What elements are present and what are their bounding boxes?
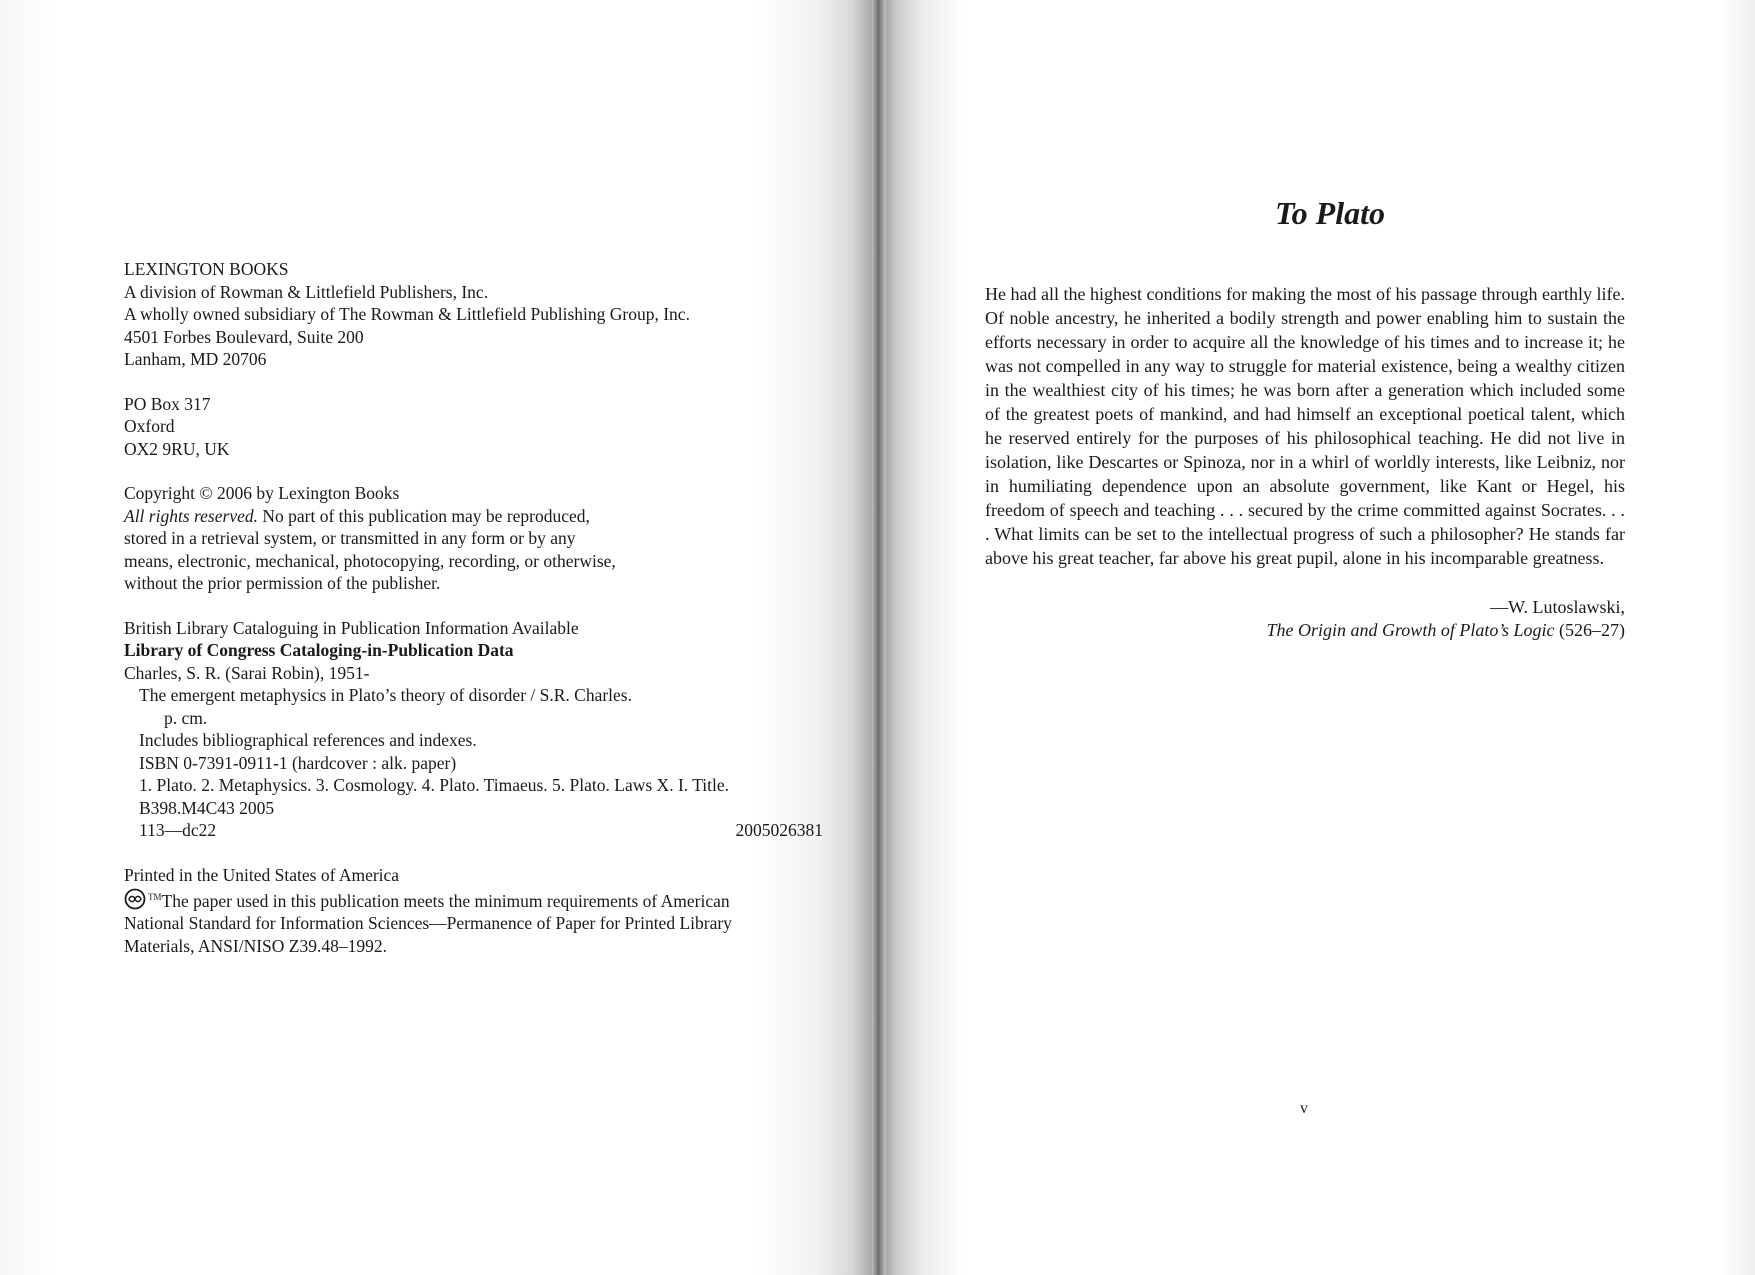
uk-address [124, 393, 824, 461]
cip-includes: Includes bibliographical references and indexes. [139, 730, 477, 750]
cip-last-row [124, 819, 823, 842]
rights-line: without the prior permission of the publisher. [124, 573, 441, 593]
epigraph-text: He had all the highest conditions for making the most of his passage through earthly life. Of noble ancestry, he inherited a bodily strength and power enabling him to sustain the efforts necessary in order to acquire all the knowledge of his times and to increase it; he was not compelled in any way to struggle for material existence, being a wealthy citizen in the wealthiest city of his times; he was born after a generation which included some of the greatest poets of mankind, and had himself an exceptional poetical talent, which he reserved entirely for the purposes of his philosophical teaching. He did not live in isolation, like Descartes or Spinoza, nor in a whirl of worldly interests, like Leibniz, nor in humiliating dependence upon an absolute government, like Kant or Hegel, his freedom of speech and teaching . . . secured by the crime committed against Socrates. . . . What limits can be set to the intellectual progress of such a philosopher? He stands far above his great teacher, far above his great pupil, alone in his incomparable greatness. [985, 284, 1625, 568]
copyright-notice: Copyright © 2006 by Lexington Books [124, 483, 400, 503]
rights-line: means, electronic, mechanical, photocopying, recording, or otherwise, [124, 550, 616, 571]
attribution-author: —W. Lutoslawski, [1490, 597, 1625, 617]
rights-statement [124, 505, 824, 595]
dedication-title: To Plato [1275, 195, 1385, 231]
cip-subjects: 1. Plato. 2. Metaphysics. 3. Cosmology. 4. Plato. Timaeus. 5. Plato. Laws X. I. Title. [139, 775, 730, 795]
address-line: Oxford [124, 416, 175, 436]
british-library-note: British Library Cataloguing in Publication Information Available [124, 617, 579, 638]
address-line: PO Box 317 [124, 393, 211, 414]
paper-note-line: National Standard for Information Sciences—Permanence of Paper for Printed Library [124, 913, 732, 934]
cip-call-number: B398.M4C43 2005 [139, 797, 275, 818]
rights-text: No part of this publication may be reproduced, [262, 505, 590, 526]
address-line: A division of Rowman & Littlefield Publishers, Inc. [124, 281, 489, 302]
paper-note-line [124, 886, 824, 912]
page-number: v [1300, 1100, 1308, 1117]
cip-pages: p. cm. [164, 707, 208, 728]
cip-author: Charles, S. R. (Sarai Robin), 1951- [124, 662, 370, 683]
loc-heading: Library of Congress Cataloging-in-Publication Data [124, 640, 514, 660]
printed-in: Printed in the United States of America [124, 864, 400, 885]
cip-dewey: 113—dc22 [139, 820, 217, 840]
paper-note-text: The paper used in this publication meets the minimum requirements of American [161, 890, 730, 911]
trademark-mark: TM [148, 892, 162, 902]
publisher-address [124, 281, 824, 371]
attribution-pages: (526–27) [1559, 620, 1625, 640]
epigraph-attribution [985, 596, 1625, 642]
paper-note [124, 886, 824, 957]
attribution-source [985, 619, 1625, 642]
cip-data [124, 662, 824, 842]
address-line: OX2 9RU, UK [124, 438, 230, 459]
infinity-paper-icon [124, 888, 146, 910]
paper-note-line: Materials, ANSI/NISO Z39.48–1992. [124, 935, 387, 956]
address-line: 4501 Forbes Boulevard, Suite 200 [124, 326, 364, 347]
cip-lccn: 2005026381 [735, 820, 823, 840]
attribution-work: The Origin and Growth of Plato’s Logic [1266, 620, 1555, 640]
rights-reserved: All rights reserved. [124, 505, 258, 526]
copyright-block [124, 258, 824, 957]
cip-title: The emergent metaphysics in Plato’s theory of disorder / S.R. Charles. [139, 685, 632, 705]
publisher-name: LEXINGTON BOOKS [124, 259, 289, 279]
rights-line [124, 505, 824, 528]
dedication-block [985, 195, 1625, 642]
cip-isbn: ISBN 0-7391-0911-1 (hardcover : alk. paper) [139, 752, 457, 773]
address-line: Lanham, MD 20706 [124, 349, 267, 369]
rights-line: stored in a retrieval system, or transmitted in any form or by any [124, 528, 576, 548]
address-line: A wholly owned subsidiary of The Rowman & Littlefield Publishing Group, Inc. [124, 304, 690, 324]
book-gutter [872, 0, 886, 1275]
